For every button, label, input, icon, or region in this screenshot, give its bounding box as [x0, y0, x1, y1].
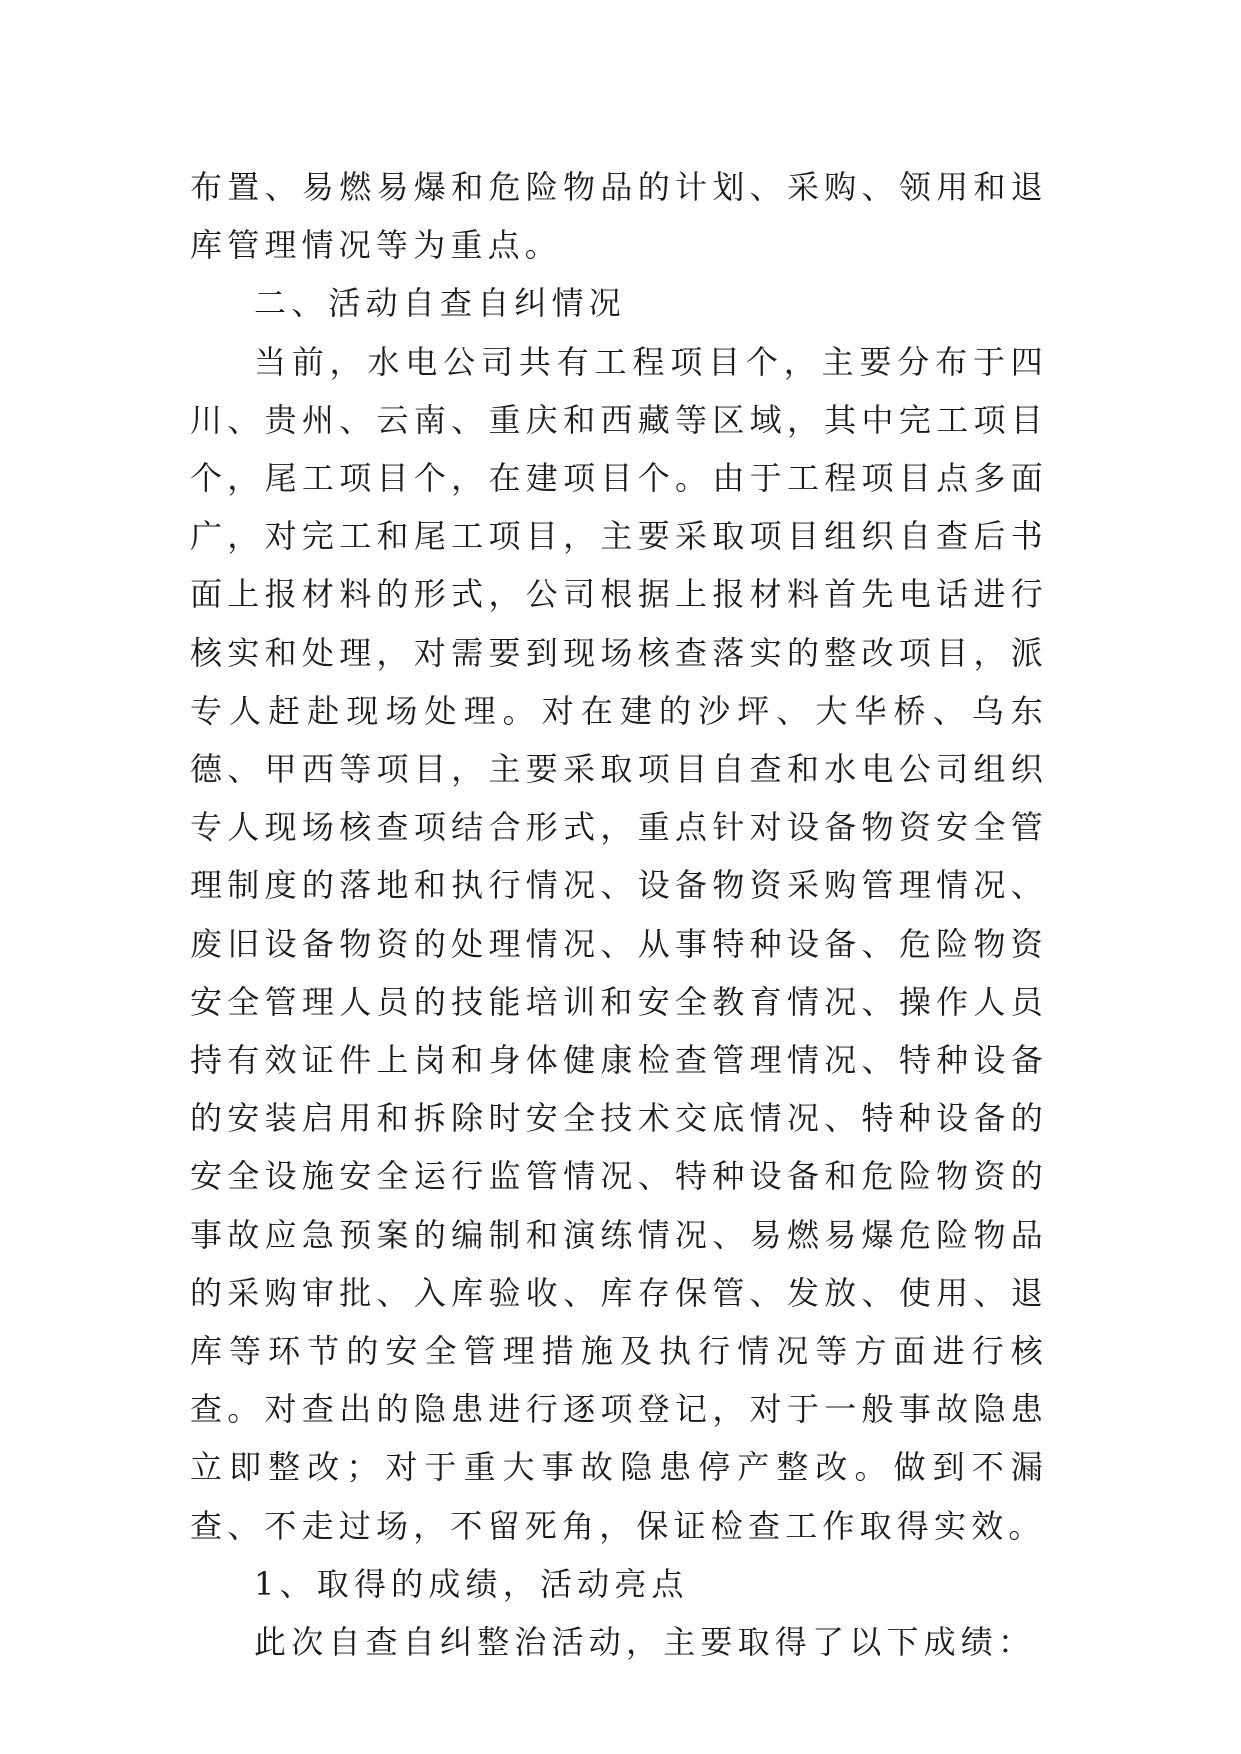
paragraph-continued: 布置、易燃易爆和危险物品的计划、采购、领用和退库管理情况等为重点。	[190, 168, 1048, 265]
document-body	[190, 158, 1048, 1671]
paragraph-main: 当前，水电公司共有工程项目个，主要分布于四川、贵州、云南、重庆和西藏等区域，其中完工项目个，尾工项目个，在建项目个。由于工程项目点多面广，对完工和尾工项目，主要采取项目组织自查后书面上报材料的形式，公司根据上报材料首先电话进行核实和处理，对需要到现场核查落实的整改项目，派专人赶赴现场处理。对在建的沙坪、大华桥、乌东德、甲西等项目，主要采取项目自查和水电公司组织专人现场核查项结合形式，重点针对设备物资安全管理制度的落地和执行情况、设备物资采购管理情况、废旧设备物资的处理情况、从事特种设备、危险物资安全管理人员的技能培训和安全教育情况、操作人员持有效证件上岗和身体健康检查管理情况、特种设备的安装启用和拆除时安全技术交底情况、特种设备的安全设施安全运行监管情况、特种设备和危险物资的事故应急预案的编制和演练情况、易燃易爆危险物品的采购审批、入库验收、库存保管、发放、使用、退库等环节的安全管理措施及执行情况等方面进行核查。对查出的隐患进行逐项登记，对于一般事故隐患立即整改；对于重大事故隐患停产整改。做到不漏查、不走过场，不留死角，保证检查工作取得实效。	[190, 342, 1048, 1545]
section-heading: 二、活动自查自纠情况	[254, 284, 627, 323]
subsection-heading: 1、取得的成绩，活动亮点	[254, 1564, 689, 1603]
paragraph-end: 此次自查自纠整治活动，主要取得了以下成绩：	[254, 1623, 1036, 1662]
